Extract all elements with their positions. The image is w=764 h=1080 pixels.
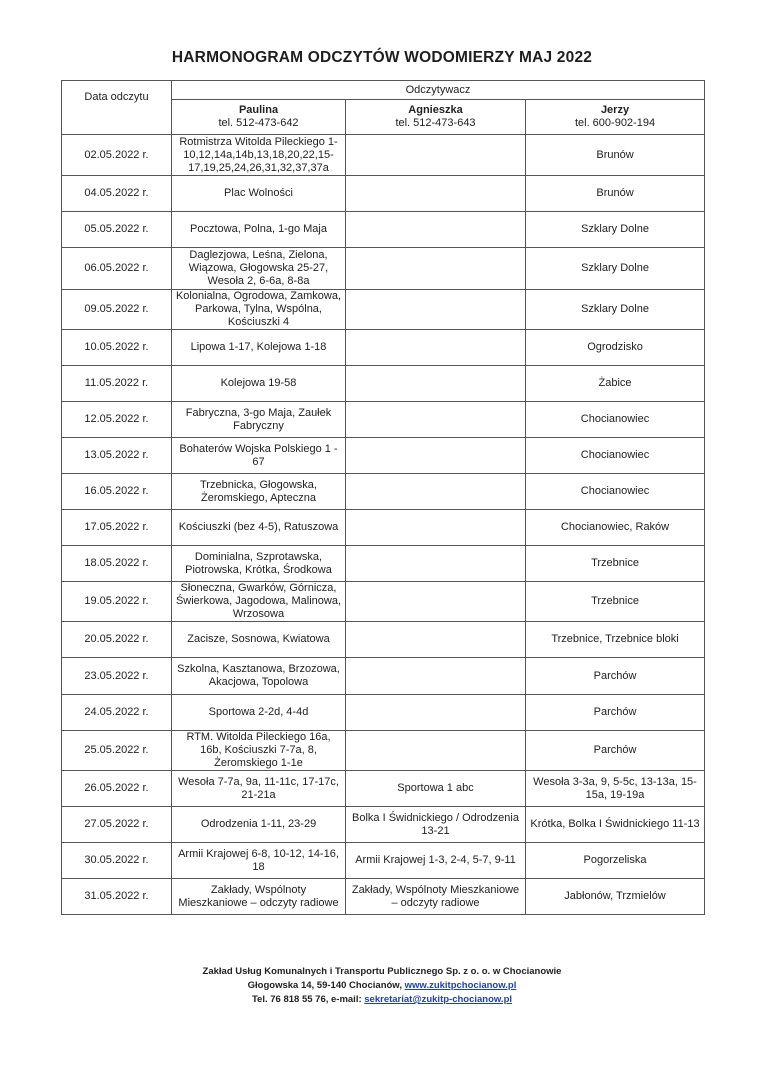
reader-cell-agnieszka [346, 135, 526, 176]
table-row [62, 582, 705, 622]
reader-cell-paulina: Kolonialna, Ogrodowa, Zamkowa, Parkowa, Tylna, Wspólna, Kościuszki 4 [172, 290, 346, 330]
reader-cell-paulina: Kolejowa 19-58 [172, 366, 346, 402]
schedule-rows [62, 135, 705, 915]
reader-cell-paulina: Bohaterów Wojska Polskiego 1 - 67 [172, 438, 346, 474]
reader-header-jerzy [526, 100, 705, 135]
reader-phone: tel. 600-902-194 [574, 117, 656, 129]
reader-cell-jerzy: Trzebnice, Trzebnice bloki [526, 622, 705, 658]
footer [0, 965, 764, 1007]
reader-cell-jerzy: Szklary Dolne [526, 248, 705, 290]
table-row [62, 546, 705, 582]
reader-cell-paulina: Odrodzenia 1-11, 23-29 [172, 807, 346, 843]
table-row [62, 176, 705, 212]
reader-cell-agnieszka [346, 474, 526, 510]
reader-cell-agnieszka [346, 330, 526, 366]
schedule-table [61, 80, 705, 915]
table-row [62, 658, 705, 695]
table-row [62, 366, 705, 402]
reader-cell-jerzy: Chocianowiec [526, 402, 705, 438]
reader-cell-jerzy: Brunów [526, 135, 705, 176]
reader-header-agnieszka [346, 100, 526, 135]
reader-cell-paulina: Lipowa 1-17, Kolejowa 1-18 [172, 330, 346, 366]
date-cell: 11.05.2022 r. [62, 366, 172, 402]
reader-cell-paulina: Plac Wolności [172, 176, 346, 212]
reader-cell-jerzy: Trzebnice [526, 582, 705, 622]
reader-cell-paulina: Sportowa 2-2d, 4-4d [172, 695, 346, 731]
reader-cell-jerzy: Parchów [526, 695, 705, 731]
reader-cell-jerzy: Parchów [526, 658, 705, 695]
date-cell: 26.05.2022 r. [62, 771, 172, 807]
reader-header-paulina [172, 100, 346, 135]
reader-group-header: Odczytywacz [172, 81, 705, 100]
reader-cell-agnieszka [346, 176, 526, 212]
reader-cell-jerzy: Jabłonów, Trzmielów [526, 879, 705, 915]
reader-cell-paulina: Wesoła 7-7a, 9a, 11-11c, 17-17c, 21-21a [172, 771, 346, 807]
company-name: Zakład Usług Komunalnych i Transportu Publicznego Sp. z o. o. w Chocianowie [202, 966, 562, 977]
reader-cell-paulina: Trzebnicka, Głogowska, Żeromskiego, Apteczna [172, 474, 346, 510]
reader-name: Jerzy [600, 104, 630, 116]
reader-cell-agnieszka [346, 290, 526, 330]
reader-cell-jerzy: Pogorzeliska [526, 843, 705, 879]
reader-cell-jerzy: Brunów [526, 176, 705, 212]
table-row [62, 474, 705, 510]
table-row [62, 771, 705, 807]
table-row [62, 248, 705, 290]
reader-name: Paulina [238, 104, 279, 116]
date-cell: 04.05.2022 r. [62, 176, 172, 212]
table-row [62, 622, 705, 658]
reader-cell-paulina: Kościuszki (bez 4-5), Ratuszowa [172, 510, 346, 546]
reader-cell-agnieszka [346, 402, 526, 438]
table-row [62, 438, 705, 474]
reader-cell-paulina: Zacisze, Sosnowa, Kwiatowa [172, 622, 346, 658]
reader-cell-jerzy: Krótka, Bolka I Świdnickiego 11-13 [526, 807, 705, 843]
reader-cell-agnieszka [346, 212, 526, 248]
reader-cell-agnieszka [346, 546, 526, 582]
reader-cell-paulina: Rotmistrza Witolda Pileckiego 1-10,12,14a,14b,13,18,20,22,15-17,19,25,24,26,31,32,37,37a [172, 135, 346, 176]
date-cell: 17.05.2022 r. [62, 510, 172, 546]
reader-cell-jerzy: Ogrodzisko [526, 330, 705, 366]
reader-cell-jerzy: Parchów [526, 731, 705, 771]
website-link[interactable]: www.zukitpchocianow.pl [404, 980, 517, 991]
table-row [62, 212, 705, 248]
reader-cell-paulina: Zakłady, Wspólnoty Mieszkaniowe – odczyty radiowe [172, 879, 346, 915]
table-row [62, 731, 705, 771]
reader-cell-agnieszka [346, 658, 526, 695]
date-cell: 05.05.2022 r. [62, 212, 172, 248]
reader-phone: tel. 512-473-643 [395, 117, 476, 129]
date-column-header: Data odczytu [62, 81, 172, 135]
reader-cell-jerzy: Szklary Dolne [526, 290, 705, 330]
reader-cell-agnieszka: Armii Krajowej 1-3, 2-4, 5-7, 9-11 [346, 843, 526, 879]
table-row [62, 402, 705, 438]
reader-cell-jerzy: Szklary Dolne [526, 212, 705, 248]
table-row [62, 290, 705, 330]
date-cell: 25.05.2022 r. [62, 731, 172, 771]
phone-text: Tel. 76 818 55 76, e-mail: [251, 994, 365, 1005]
date-cell: 13.05.2022 r. [62, 438, 172, 474]
reader-cell-paulina: Dominialna, Szprotawska, Piotrowska, Krótka, Środkowa [172, 546, 346, 582]
date-cell: 23.05.2022 r. [62, 658, 172, 695]
reader-cell-paulina: Szkolna, Kasztanowa, Brzozowa, Akacjowa, Topolowa [172, 658, 346, 695]
reader-name: Agnieszka [408, 104, 463, 116]
table-row [62, 695, 705, 731]
reader-cell-agnieszka [346, 248, 526, 290]
reader-cell-jerzy: Chocianowiec [526, 438, 705, 474]
reader-cell-jerzy: Wesoła 3-3a, 9, 5-5c, 13-13a, 15-15a, 19-19a [526, 771, 705, 807]
date-cell: 24.05.2022 r. [62, 695, 172, 731]
reader-phone: tel. 512-473-642 [218, 117, 299, 129]
date-cell: 27.05.2022 r. [62, 807, 172, 843]
date-cell: 31.05.2022 r. [62, 879, 172, 915]
reader-cell-paulina: Słoneczna, Gwarków, Górnicza, Świerkowa, Jagodowa, Malinowa, Wrzosowa [172, 582, 346, 622]
table-row [62, 510, 705, 546]
table-row [62, 879, 705, 915]
page-title: HARMONOGRAM ODCZYTÓW WODOMIERZY MAJ 2022 [171, 49, 593, 66]
address-line [0, 979, 764, 993]
reader-cell-agnieszka [346, 695, 526, 731]
reader-cell-paulina: Fabryczna, 3-go Maja, Zaułek Fabryczny [172, 402, 346, 438]
contact-line [0, 993, 764, 1007]
address-text: Głogowska 14, 59-140 Chocianów, [247, 980, 405, 991]
reader-cell-jerzy: Chocianowiec [526, 474, 705, 510]
date-cell: 30.05.2022 r. [62, 843, 172, 879]
date-cell: 06.05.2022 r. [62, 248, 172, 290]
reader-cell-agnieszka [346, 731, 526, 771]
date-cell: 16.05.2022 r. [62, 474, 172, 510]
reader-cell-agnieszka: Bolka I Świdnickiego / Odrodzenia 13-21 [346, 807, 526, 843]
date-cell: 12.05.2022 r. [62, 402, 172, 438]
reader-cell-jerzy: Żabice [526, 366, 705, 402]
table-row [62, 843, 705, 879]
date-cell: 10.05.2022 r. [62, 330, 172, 366]
date-cell: 18.05.2022 r. [62, 546, 172, 582]
reader-cell-agnieszka: Zakłady, Wspólnoty Mieszkaniowe – odczyty radiowe [346, 879, 526, 915]
reader-cell-paulina: Armii Krajowej 6-8, 10-12, 14-16, 18 [172, 843, 346, 879]
reader-cell-jerzy: Chocianowiec, Raków [526, 510, 705, 546]
date-cell: 19.05.2022 r. [62, 582, 172, 622]
table-row [62, 330, 705, 366]
reader-cell-agnieszka: Sportowa 1 abc [346, 771, 526, 807]
reader-cell-paulina: Pocztowa, Polna, 1-go Maja [172, 212, 346, 248]
date-cell: 09.05.2022 r. [62, 290, 172, 330]
date-cell: 02.05.2022 r. [62, 135, 172, 176]
email-link[interactable]: sekretariat@zukitp-chocianow.pl [364, 994, 513, 1005]
date-cell: 20.05.2022 r. [62, 622, 172, 658]
reader-cell-agnieszka [346, 582, 526, 622]
reader-cell-paulina: Daglezjowa, Leśna, Zielona, Wiązowa, Głogowska 25-27, Wesoła 2, 6-6a, 8-8a [172, 248, 346, 290]
reader-cell-agnieszka [346, 510, 526, 546]
reader-cell-paulina: RTM. Witolda Pileckiego 16a, 16b, Kościuszki 7-7a, 8, Żeromskiego 1-1e [172, 731, 346, 771]
table-row [62, 807, 705, 843]
reader-cell-agnieszka [346, 366, 526, 402]
reader-cell-agnieszka [346, 438, 526, 474]
table-row [62, 135, 705, 176]
reader-cell-agnieszka [346, 622, 526, 658]
reader-cell-jerzy: Trzebnice [526, 546, 705, 582]
